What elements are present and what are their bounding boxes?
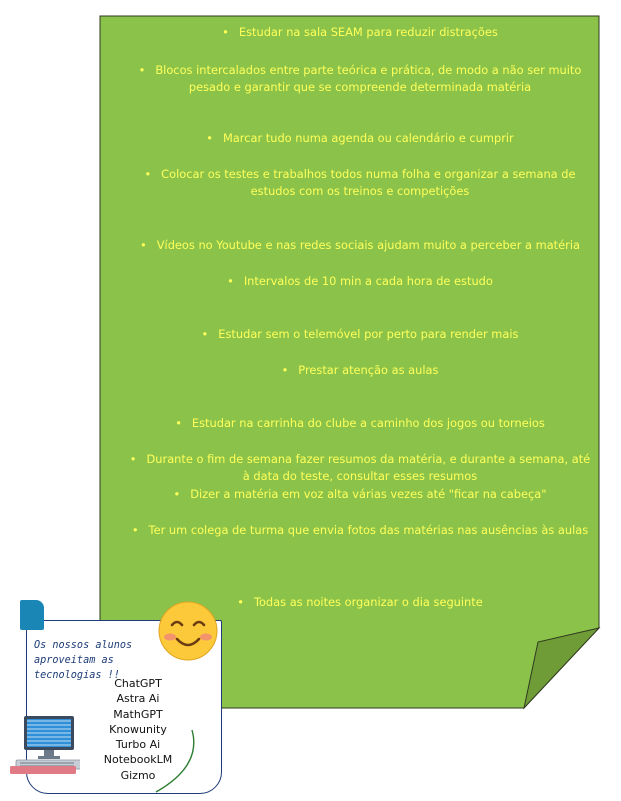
decorative-swoosh [150, 726, 210, 796]
bullet-dot-icon: • [201, 327, 209, 341]
tool-item: Astra Ai [116, 692, 160, 706]
tip-item: • Colocar os testes e trabalhos todos numa folha e organizar a semana de estudos com os treinos e competições [144, 167, 576, 198]
tool-item: NotebookLM [103, 753, 173, 767]
bullet-dot-icon: • [222, 25, 229, 39]
bullet-dot-icon: • [140, 238, 147, 252]
tip-item: • Estudar na carrinha do clube a caminho dos jogos ou torneios [175, 416, 545, 430]
tool-item: MathGPT [113, 707, 163, 721]
smiley-face-icon [157, 600, 219, 662]
tip-item: • Prestar atenção as aulas [281, 363, 439, 377]
technology-card [0, 598, 230, 801]
tip-item: • Estudar na sala SEAM para reduzir distrações [222, 25, 498, 39]
tip-item: • Dizer a matéria em voz alta várias vezes até "ficar na cabeça" [173, 487, 547, 501]
card-tab-decoration [20, 600, 44, 630]
bullet-dot-icon: • [131, 523, 139, 537]
tip-item: • Blocos intercalados entre parte teórica e prática, de modo a não ser muito pesado e garantir que se compreende determinada matéria [138, 63, 582, 94]
bullet-dot-icon: • [227, 274, 234, 288]
tool-item: Gizmo [120, 768, 156, 782]
tip-item: • Estudar sem o telemóvel por perto para render mais [201, 327, 519, 341]
tool-item: Knowunity [109, 722, 167, 736]
computer-icon [10, 712, 80, 776]
tip-item: • Durante o fim de semana fazer resumos da matéria, e durante a semana, até à data do teste, consultar esses resumos [129, 452, 591, 483]
bullet-dot-icon: • [173, 487, 181, 501]
bullet-dot-icon: • [144, 167, 152, 181]
bullet-dot-icon: • [175, 416, 182, 430]
tip-item: • Intervalos de 10 min a cada hora de estudo [227, 274, 493, 288]
tip-item: • Vídeos no Youtube e nas redes sociais ajudam muito a perceber a matéria [140, 238, 580, 252]
bullet-dot-icon: • [138, 63, 146, 77]
tool-item: Turbo Ai [115, 738, 161, 752]
bullet-dot-icon: • [129, 452, 137, 466]
tool-item: ChatGPT [114, 677, 162, 690]
bullet-dot-icon: • [237, 595, 244, 609]
tip-item: • Ter um colega de turma que envia fotos das matérias nas ausências às aulas [131, 523, 589, 537]
bullet-dot-icon: • [206, 131, 213, 145]
card-title: Os nossos alunos aproveitam as tecnologias !! [34, 640, 133, 681]
bullet-dot-icon: • [281, 363, 289, 377]
tip-item: • Todas as noites organizar o dia seguinte [237, 595, 483, 609]
tip-item: • Marcar tudo numa agenda ou calendário e cumprir [206, 131, 514, 145]
